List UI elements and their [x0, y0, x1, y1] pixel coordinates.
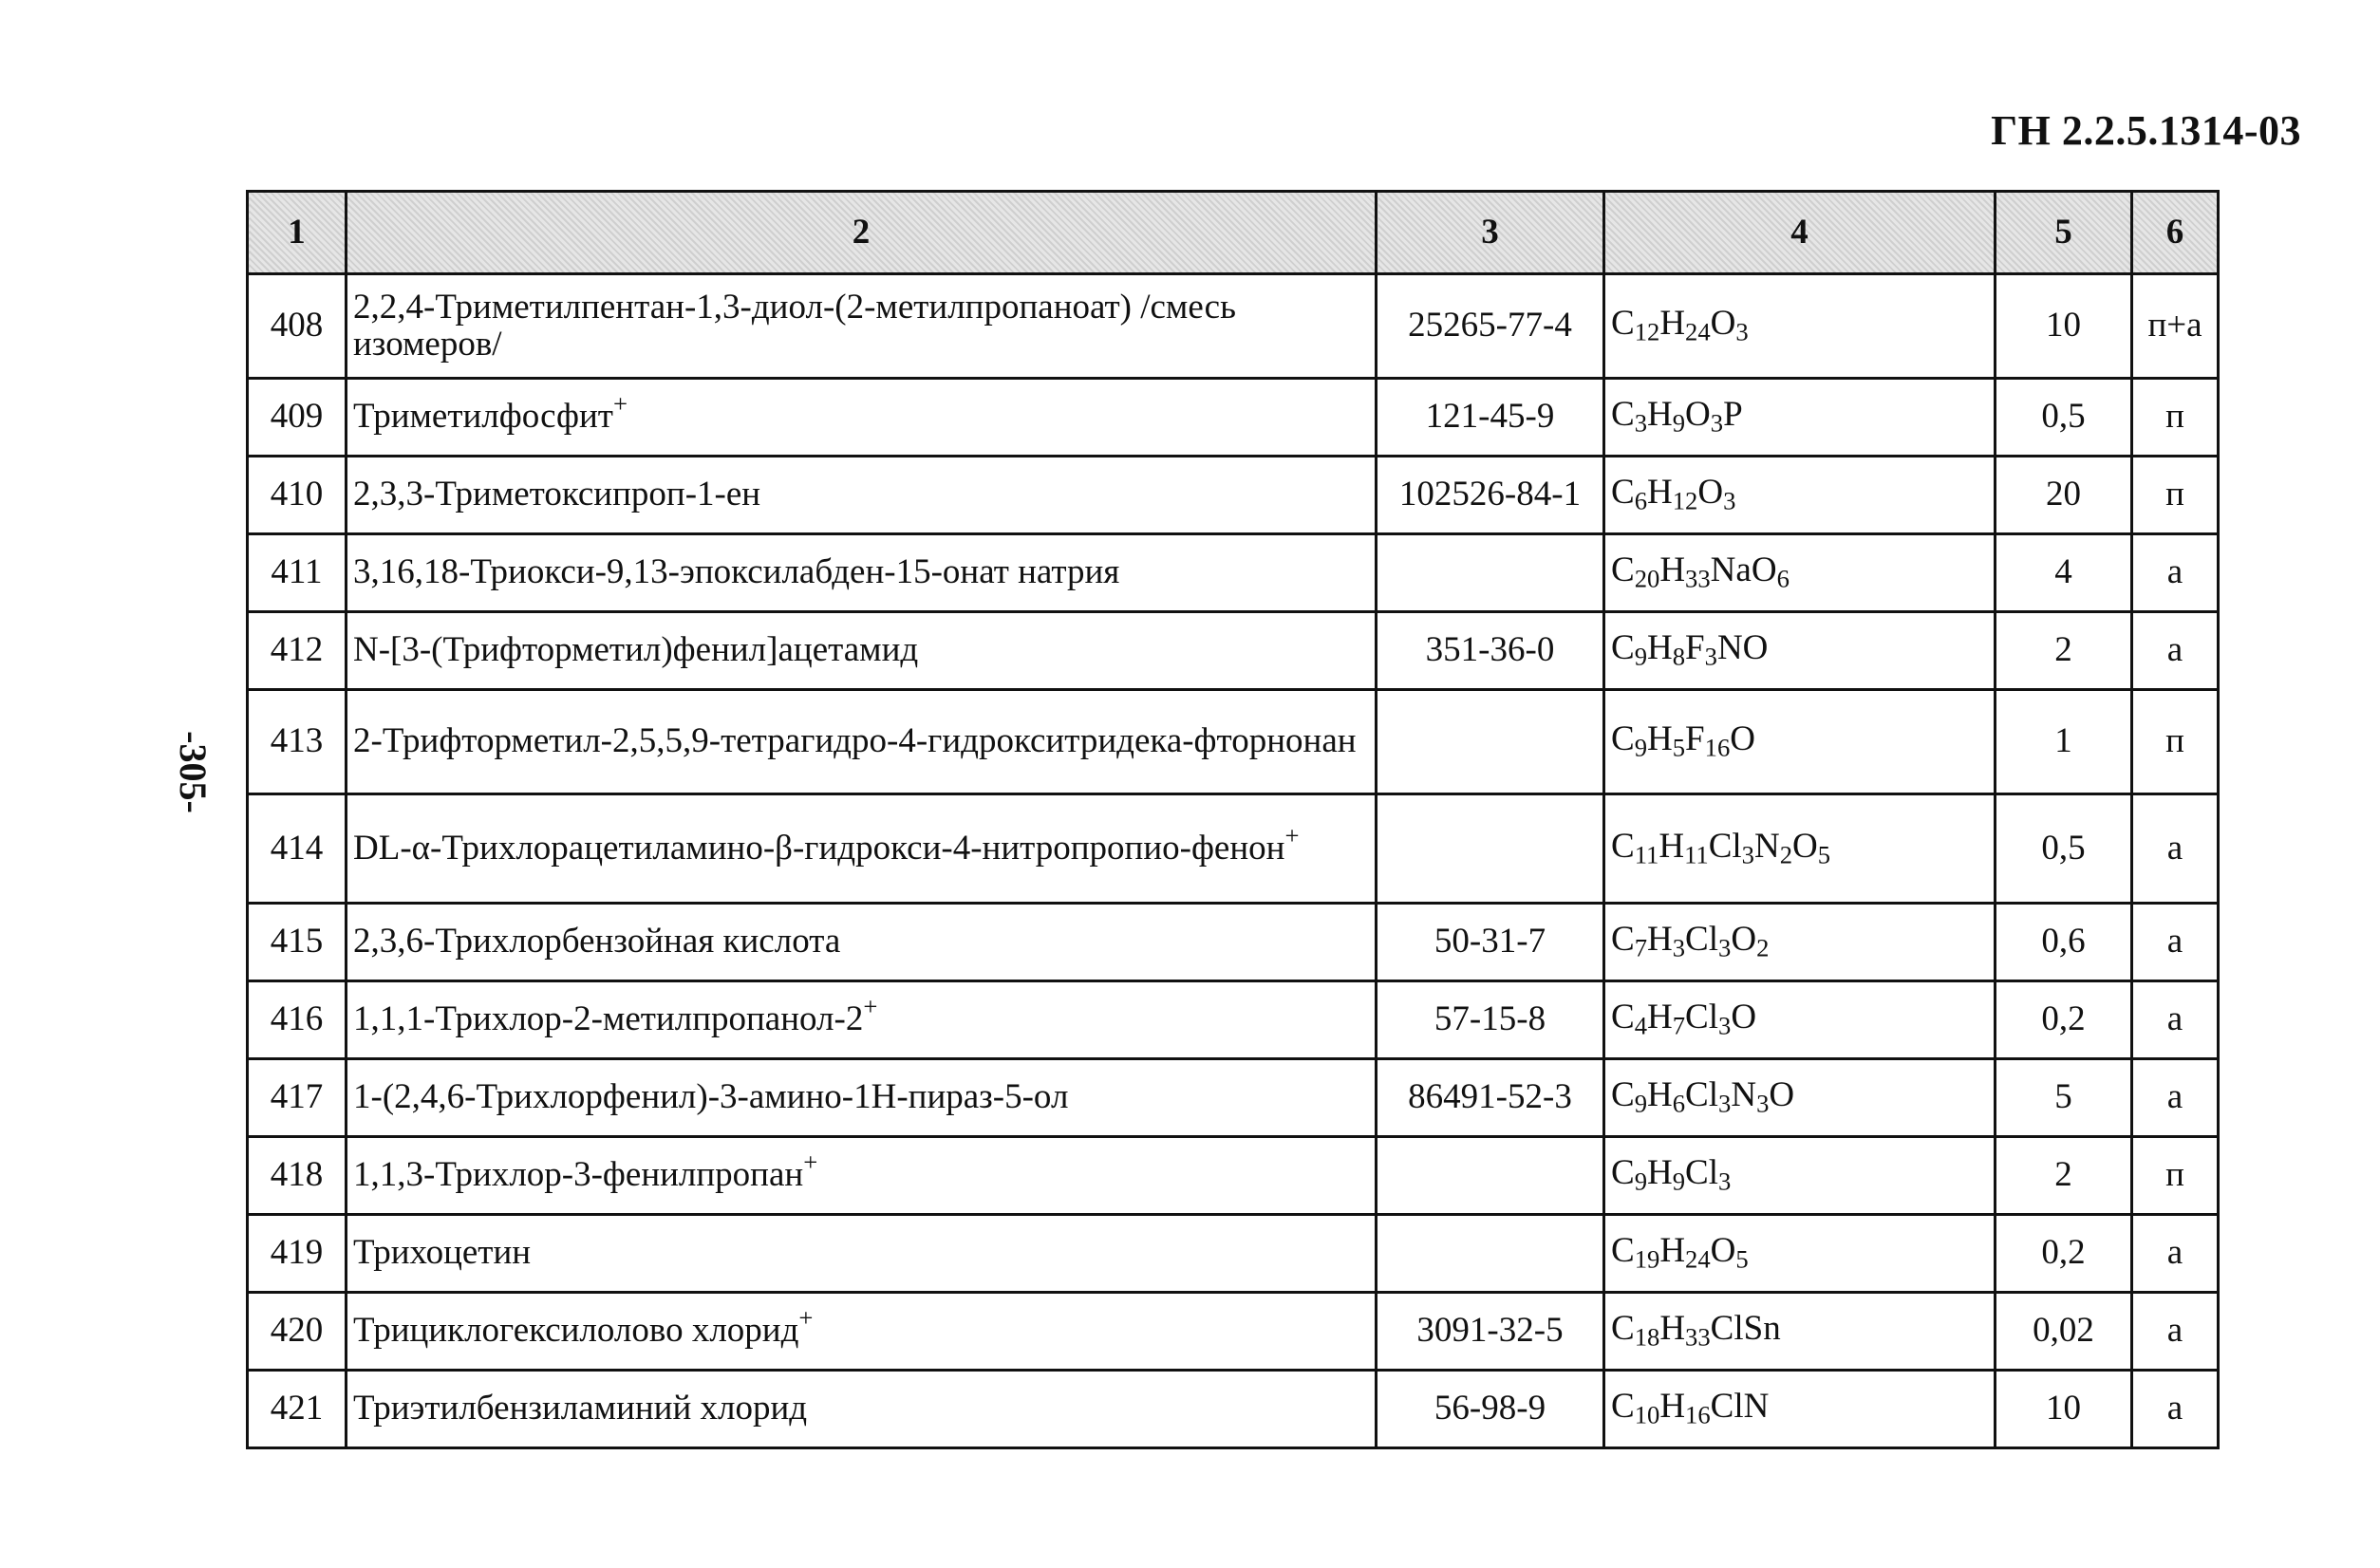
limit-value: 4 — [1996, 534, 2132, 612]
limit-value: 10 — [1996, 1371, 2132, 1448]
table-row — [248, 1293, 2219, 1371]
table-row — [248, 1137, 2219, 1215]
aggregate-state: п — [2132, 1137, 2219, 1215]
row-number: 417 — [248, 1059, 347, 1137]
column-header: 6 — [2132, 192, 2219, 274]
table-row — [248, 981, 2219, 1059]
row-number: 419 — [248, 1215, 347, 1293]
substance-name-text: Триэтилбензиламиний хлорид — [353, 1389, 808, 1428]
substance-name-text: 2,2,4-Триметилпентан-1,3-диол-(2-метилпропаноат) /смесь изомеров/ — [353, 287, 1236, 364]
substance-name — [347, 690, 1377, 794]
cas-number: 3091-32-5 — [1377, 1293, 1604, 1371]
table-row — [248, 794, 2219, 904]
document-code: ГН 2.2.5.1314-03 — [1991, 107, 2301, 154]
row-number: 408 — [248, 274, 347, 379]
chemical-formula: $C_4H_7Cl_3O$ — [1604, 981, 1996, 1059]
substance-name — [347, 612, 1377, 690]
table-row — [248, 690, 2219, 794]
limit-value: 0,02 — [1996, 1293, 2132, 1371]
chemical-formula: $C_3H_9O_3P$ — [1604, 379, 1996, 457]
row-number: 413 — [248, 690, 347, 794]
chemical-formula: $C_{19}H_{24}O_5$ — [1604, 1215, 1996, 1293]
cas-number: 121-45-9 — [1377, 379, 1604, 457]
table-header-row — [248, 192, 2219, 274]
aggregate-state: п — [2132, 457, 2219, 534]
aggregate-state: а — [2132, 1059, 2219, 1137]
table-row — [248, 904, 2219, 981]
substance-name — [347, 904, 1377, 981]
table-row — [248, 274, 2219, 379]
substance-name — [347, 1059, 1377, 1137]
chemical-formula: $C_{18}H_{33}ClSn$ — [1604, 1293, 1996, 1371]
substance-name — [347, 379, 1377, 457]
limit-value: 2 — [1996, 1137, 2132, 1215]
substance-name — [347, 1215, 1377, 1293]
substances-table — [246, 190, 2220, 1449]
substance-name-text: N-[3-(Трифторметил)фенил]ацетамид — [353, 630, 919, 670]
aggregate-state: а — [2132, 534, 2219, 612]
aggregate-state: а — [2132, 1293, 2219, 1371]
cas-number: 86491-52-3 — [1377, 1059, 1604, 1137]
substance-name-text: 1-(2,4,6-Трихлорфенил)-3-амино-1H-пираз-5-ол — [353, 1077, 1069, 1117]
cas-number: 50-31-7 — [1377, 904, 1604, 981]
row-number: 414 — [248, 794, 347, 904]
chemical-formula: $C_9H_9Cl_3$ — [1604, 1137, 1996, 1215]
substance-name-text: DL-α-Трихлорацетиламино-β-гидрокси-4-нитропропио-фенон — [353, 828, 1285, 868]
column-header: 2 — [347, 192, 1377, 274]
chemical-formula: $C_6H_{12}O_3$ — [1604, 457, 1996, 534]
substance-name-text: 2,3,6-Трихлорбензойная кислота — [353, 922, 841, 961]
substance-name-text: 3,16,18-Триокси-9,13-эпоксилабден-15-онат натрия — [353, 552, 1120, 592]
limit-value: 2 — [1996, 612, 2132, 690]
allergen-mark: + — [803, 1148, 818, 1177]
aggregate-state: а — [2132, 981, 2219, 1059]
cas-number: 25265-77-4 — [1377, 274, 1604, 379]
chemical-formula: $C_{20}H_{33}NaO_6$ — [1604, 534, 1996, 612]
cas-number: 56-98-9 — [1377, 1371, 1604, 1448]
table-row — [248, 1371, 2219, 1448]
aggregate-state: п — [2132, 379, 2219, 457]
column-header: 4 — [1604, 192, 1996, 274]
aggregate-state: а — [2132, 1215, 2219, 1293]
cas-number: 351-36-0 — [1377, 612, 1604, 690]
substance-name — [347, 274, 1377, 379]
allergen-mark: + — [1284, 820, 1300, 849]
cas-number — [1377, 534, 1604, 612]
table-row — [248, 534, 2219, 612]
aggregate-state: п+а — [2132, 274, 2219, 379]
chemical-formula: $C_9H_5F_{16}O$ — [1604, 690, 1996, 794]
row-number: 410 — [248, 457, 347, 534]
chemical-formula: $C_{11}H_{11}Cl_3N_2O_5$ — [1604, 794, 1996, 904]
substance-name — [347, 457, 1377, 534]
row-number: 416 — [248, 981, 347, 1059]
cas-number: 57-15-8 — [1377, 981, 1604, 1059]
table-row — [248, 612, 2219, 690]
substance-name-text: 2,3,3-Триметоксипроп-1-ен — [353, 475, 761, 514]
allergen-mark: + — [863, 992, 878, 1021]
aggregate-state: а — [2132, 904, 2219, 981]
cas-number — [1377, 690, 1604, 794]
cas-number — [1377, 794, 1604, 904]
substance-name-text: Трициклогексилолово хлорид — [353, 1311, 799, 1351]
allergen-mark: + — [798, 1303, 814, 1333]
limit-value: 0,5 — [1996, 379, 2132, 457]
row-number: 409 — [248, 379, 347, 457]
cas-number — [1377, 1137, 1604, 1215]
chemical-formula: $C_{10}H_{16}ClN$ — [1604, 1371, 1996, 1448]
row-number: 420 — [248, 1293, 347, 1371]
chemical-formula: $C_9H_8F_3NO$ — [1604, 612, 1996, 690]
limit-value: 10 — [1996, 274, 2132, 379]
cas-number: 102526-84-1 — [1377, 457, 1604, 534]
chemical-formula: $C_{12}H_{24}O_3$ — [1604, 274, 1996, 379]
substance-name — [347, 1137, 1377, 1215]
limit-value: 0,2 — [1996, 1215, 2132, 1293]
row-number: 411 — [248, 534, 347, 612]
substance-name-text: Триметилфосфит — [353, 397, 613, 437]
column-header: 1 — [248, 192, 347, 274]
aggregate-state: п — [2132, 690, 2219, 794]
cas-number — [1377, 1215, 1604, 1293]
table-row — [248, 1215, 2219, 1293]
row-number: 421 — [248, 1371, 347, 1448]
column-header: 3 — [1377, 192, 1604, 274]
substance-name — [347, 534, 1377, 612]
limit-value: 5 — [1996, 1059, 2132, 1137]
table-row — [248, 457, 2219, 534]
row-number: 415 — [248, 904, 347, 981]
limit-value: 0,2 — [1996, 981, 2132, 1059]
aggregate-state: а — [2132, 612, 2219, 690]
limit-value: 0,5 — [1996, 794, 2132, 904]
substance-name-text: 1,1,3-Трихлор-3-фенилпропан — [353, 1155, 804, 1195]
limit-value: 20 — [1996, 457, 2132, 534]
allergen-mark: + — [612, 389, 628, 419]
substance-name-text: 1,1,1-Трихлор-2-метилпропанол-2 — [353, 999, 864, 1039]
substance-name — [347, 981, 1377, 1059]
page-number: -305- — [171, 731, 215, 813]
limit-value: 1 — [1996, 690, 2132, 794]
substance-name-text: 2-Трифторметил-2,5,5,9-тетрагидро-4-гидрокситридека-фторнонан — [353, 721, 1357, 761]
table-row — [248, 1059, 2219, 1137]
table-row — [248, 379, 2219, 457]
column-header: 5 — [1996, 192, 2132, 274]
substance-name — [347, 1371, 1377, 1448]
row-number: 412 — [248, 612, 347, 690]
chemical-formula: $C_7H_3Cl_3O_2$ — [1604, 904, 1996, 981]
substance-name — [347, 794, 1377, 904]
aggregate-state: а — [2132, 1371, 2219, 1448]
row-number: 418 — [248, 1137, 347, 1215]
aggregate-state: а — [2132, 794, 2219, 904]
substance-name-text: Трихоцетин — [353, 1233, 532, 1273]
chemical-formula: $C_9H_6Cl_3N_3O$ — [1604, 1059, 1996, 1137]
limit-value: 0,6 — [1996, 904, 2132, 981]
substance-name — [347, 1293, 1377, 1371]
